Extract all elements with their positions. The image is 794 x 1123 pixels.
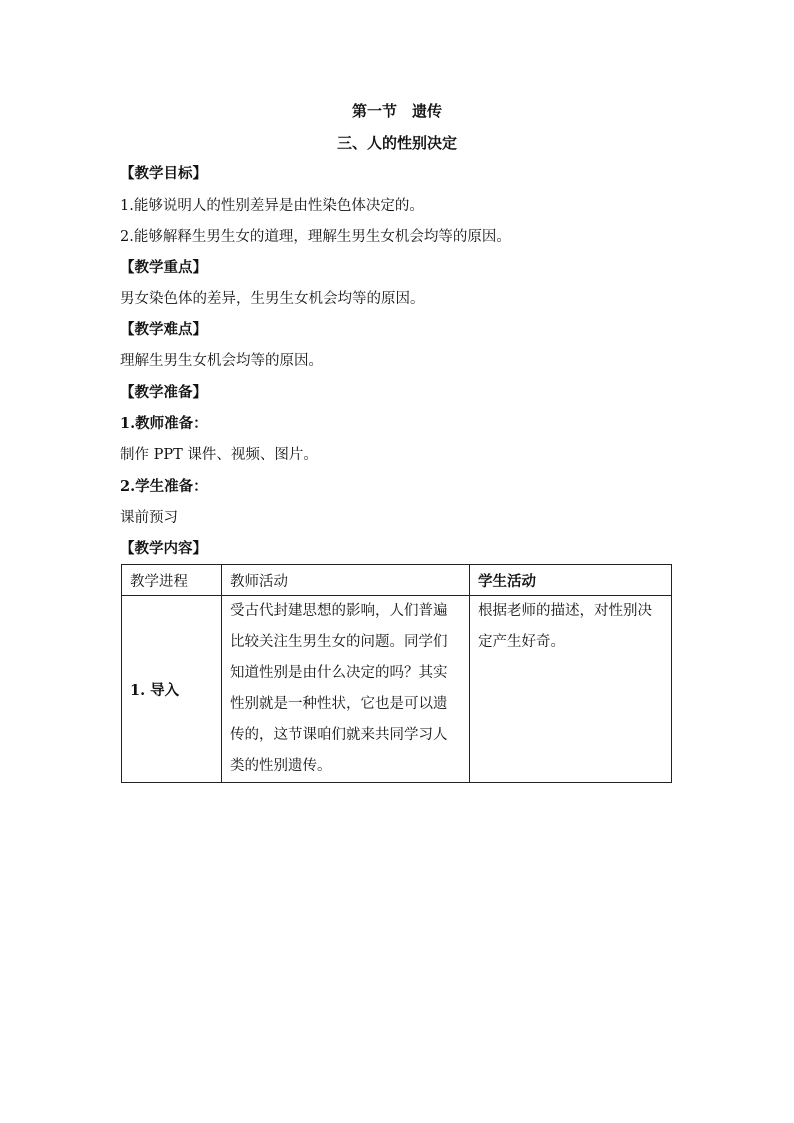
difficulties-text: 理解生男生女机会均等的原因。 [120,353,323,369]
preparation-heading: 【教学准备】 [120,384,207,401]
student-prep-text: 课前预习 [120,510,178,526]
objective-1: 1.能够说明人的性别差异是由性染色体决定的。 [120,198,424,214]
document-subtitle: 三、人的性别决定 [336,134,457,152]
row-teacher-text: 受古代封建思想的影响，人们普遍比较关注生男生女的问题。同学们知道性别是由什么决定的吗？其实性别就是一种性状，它也是可以遗传的，这节课咱们就来共同学习人类的性别遗传。 [230,603,448,774]
table-row [122,596,672,783]
row-student-text: 根据老师的描述，对性别决定产生好奇。 [478,603,652,650]
lesson-table [121,564,672,783]
key-points-heading: 【教学重点】 [120,259,207,276]
difficulties-heading: 【教学难点】 [120,321,207,338]
header-stage: 教学进程 [122,565,222,596]
key-points-text: 男女染色体的差异，生男生女机会均等的原因。 [120,291,425,307]
document-title: 第一节 遗传 [351,102,442,120]
table-header-row [122,565,672,596]
header-student: 学生活动 [470,565,672,596]
row-stage: 1. 导入 [122,596,222,783]
teacher-prep-heading: 1.教师准备： [120,415,208,432]
student-prep-heading: 2.学生准备： [120,478,208,495]
objectives-heading: 【教学目标】 [120,165,207,182]
content-heading: 【教学内容】 [120,540,207,557]
header-teacher: 教师活动 [222,565,470,596]
row-teacher-activity [222,596,470,783]
row-student-activity [470,596,672,783]
teacher-prep-text: 制作 PPT 课件、视频、图片。 [120,447,318,463]
objective-2: 2.能够解释生男生女的道理，理解生男生女机会均等的原因。 [120,229,511,245]
